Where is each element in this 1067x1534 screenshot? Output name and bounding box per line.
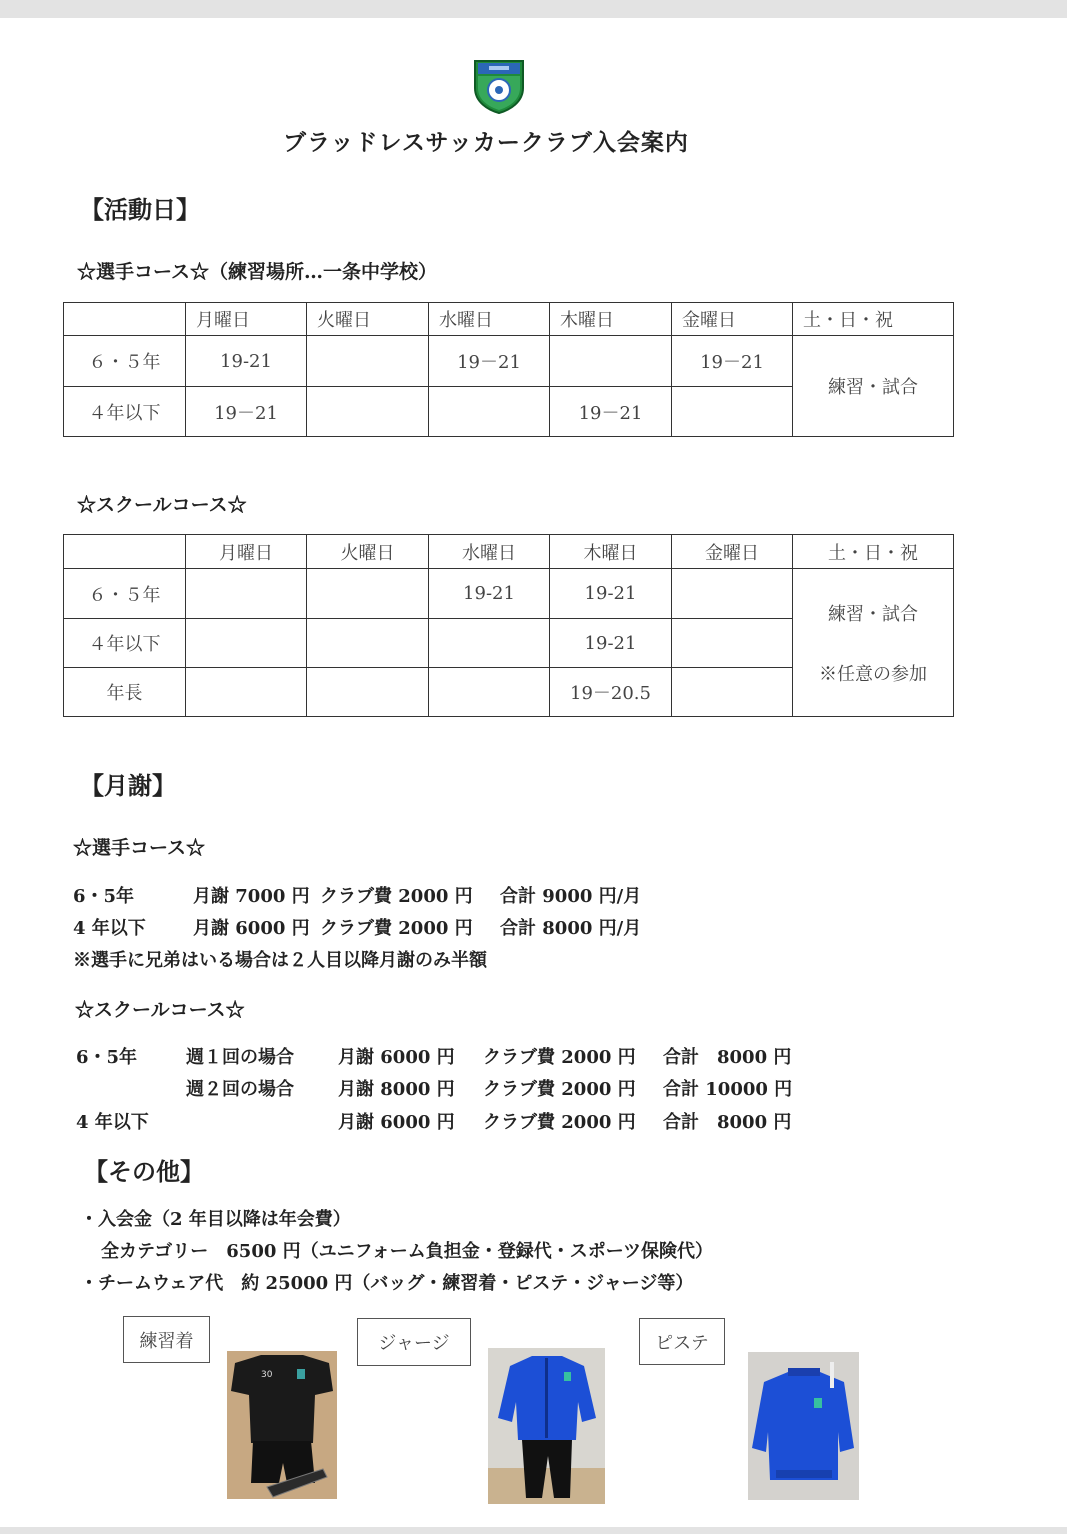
header-cell: [64, 303, 186, 336]
fee-club: クラブ費 2000 円: [320, 918, 473, 939]
header-cell: 土・日・祝: [793, 303, 954, 336]
row-label: ４年以下: [64, 619, 186, 668]
practice-wear-label: 練習着: [123, 1316, 210, 1363]
schedule-cell: [307, 387, 429, 437]
teamwear-line: ・チームウェア代 約 25000 円（バッグ・練習着・ピステ・ジャージ等）: [80, 1273, 694, 1294]
schedule-cell: [307, 336, 429, 387]
fee-monthly: 月謝 6000 円: [193, 918, 310, 939]
header-cell: 木曜日: [550, 303, 672, 336]
table-header-row: [64, 303, 954, 336]
schedule-cell: 19－20.5: [550, 668, 672, 717]
jersey-photo: [488, 1348, 605, 1504]
schedule-cell: [307, 619, 429, 668]
sibling-discount-note: ※選手に兄弟はいる場合は２人目以降月謝のみ半額: [73, 950, 487, 971]
table-row: [64, 336, 954, 387]
schedule-cell: 19－21: [186, 387, 307, 437]
header-cell: 月曜日: [186, 535, 307, 569]
fee-total: 合計 9000 円/月: [500, 886, 642, 907]
schedule-cell: [186, 569, 307, 619]
piste-photo: [748, 1352, 859, 1500]
activity-heading: 【活動日】: [80, 195, 200, 224]
fee-total: 合計 10000 円: [663, 1079, 793, 1100]
fee-monthly: 月謝 8000 円: [338, 1079, 455, 1100]
fees-heading: 【月謝】: [80, 771, 176, 800]
schedule-cell: [672, 668, 793, 717]
schedule-cell: [186, 619, 307, 668]
piste-label: ピステ: [639, 1318, 725, 1365]
schedule-cell: 19‐21: [550, 569, 672, 619]
table-row: [64, 569, 954, 619]
weekend-cell: 練習・試合: [793, 336, 954, 437]
other-heading: 【その他】: [84, 1157, 204, 1186]
header-cell: 火曜日: [307, 303, 429, 336]
schedule-cell: [550, 336, 672, 387]
header-cell: 金曜日: [672, 303, 793, 336]
school-fees-heading: ☆スクールコース☆: [75, 999, 245, 1021]
schedule-cell: [186, 668, 307, 717]
row-label: ４年以下: [64, 387, 186, 437]
entry-fee-line: ・入会金（2 年目以降は年会費）: [80, 1209, 351, 1230]
fee-club: クラブ費 2000 円: [483, 1047, 636, 1068]
page-title: ブラッドレスサッカークラブ入会案内: [283, 129, 689, 156]
fee-club: クラブ費 2000 円: [483, 1079, 636, 1100]
fee-grade: 4 年以下: [73, 918, 146, 939]
weekend-activity: 練習・試合: [828, 603, 918, 625]
fee-monthly: 月謝 6000 円: [338, 1047, 455, 1068]
top-bar: [0, 0, 1067, 18]
player-course-schedule-table: [63, 302, 954, 437]
header-cell: 水曜日: [429, 535, 550, 569]
schedule-cell: [307, 668, 429, 717]
player-course-schedule-heading: ☆選手コース☆（練習場所…一条中学校）: [77, 261, 438, 283]
fee-monthly: 月謝 7000 円: [193, 886, 310, 907]
row-label: 年長: [64, 668, 186, 717]
header-cell: 金曜日: [672, 535, 793, 569]
schedule-cell: 19－21: [550, 387, 672, 437]
fee-club: クラブ費 2000 円: [483, 1112, 636, 1133]
weekend-note: ※任意の参加: [819, 663, 927, 685]
schedule-cell: 19－21: [672, 336, 793, 387]
header-cell: 木曜日: [550, 535, 672, 569]
row-label: ６・５年: [64, 569, 186, 619]
header-cell: [64, 535, 186, 569]
fee-total: 合計 8000 円: [663, 1112, 792, 1133]
row-label: ６・５年: [64, 336, 186, 387]
schedule-cell: 19‐21: [550, 619, 672, 668]
practice-wear-photo: [227, 1351, 337, 1499]
schedule-cell: [672, 569, 793, 619]
fee-grade: 6・5年: [76, 1047, 138, 1068]
schedule-cell: 19‐21: [186, 336, 307, 387]
schedule-cell: [672, 619, 793, 668]
header-cell: 月曜日: [186, 303, 307, 336]
fee-frequency: 週１回の場合: [186, 1047, 294, 1068]
table-header-row: [64, 535, 954, 569]
bottom-bar: [0, 1527, 1067, 1534]
header-cell: 火曜日: [307, 535, 429, 569]
fee-grade: 6・5年: [73, 886, 135, 907]
player-fees-heading: ☆選手コース☆: [73, 837, 206, 859]
schedule-cell: [429, 668, 550, 717]
school-course-schedule-heading: ☆スクールコース☆: [77, 494, 247, 516]
fee-frequency: 週２回の場合: [186, 1079, 294, 1100]
fee-monthly: 月謝 6000 円: [338, 1112, 455, 1133]
entry-fee-amount-line: 全カテゴリー 6500 円（ユニフォーム負担金・登録代・スポーツ保険代）: [101, 1241, 714, 1262]
fee-total: 合計 8000 円/月: [500, 918, 642, 939]
jersey-label: ジャージ: [357, 1318, 471, 1366]
schedule-cell: 19‐21: [429, 569, 550, 619]
schedule-cell: [672, 387, 793, 437]
weekend-cell: [793, 569, 954, 717]
schedule-cell: [307, 569, 429, 619]
svg-text:30: 30: [261, 1370, 273, 1380]
fee-grade: 4 年以下: [76, 1112, 149, 1133]
club-crest-logo: [472, 58, 526, 114]
header-cell: 水曜日: [429, 303, 550, 336]
header-cell: 土・日・祝: [793, 535, 954, 569]
schedule-cell: [429, 387, 550, 437]
fee-total: 合計 8000 円: [663, 1047, 792, 1068]
fee-club: クラブ費 2000 円: [320, 886, 473, 907]
schedule-cell: 19－21: [429, 336, 550, 387]
school-course-schedule-table: [63, 534, 954, 717]
schedule-cell: [429, 619, 550, 668]
